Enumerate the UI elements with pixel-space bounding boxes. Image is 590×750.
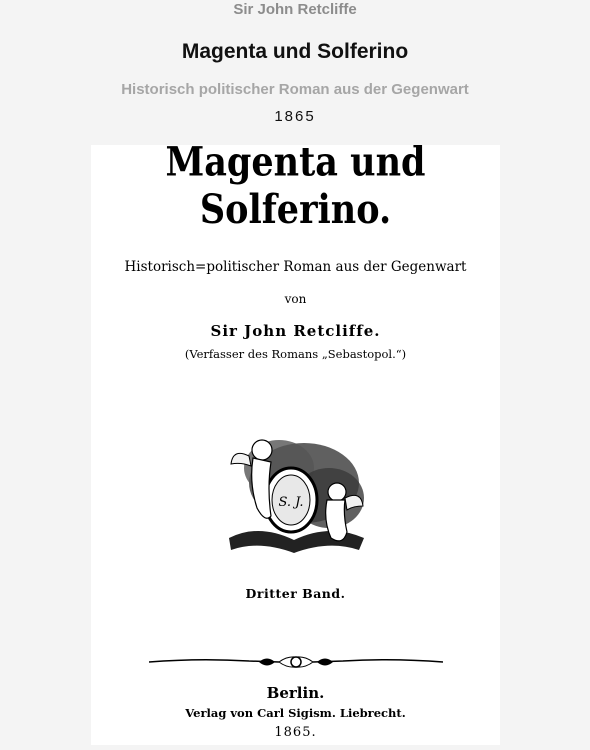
title-page-author: Sir John Retcliffe.: [210, 322, 381, 340]
book-year: 1865: [274, 108, 316, 125]
title-page-publisher: Verlag von Carl Sigism. Liebrecht.: [185, 706, 406, 720]
title-page-year: 1865.: [274, 725, 317, 740]
svg-text:S. J.: S. J.: [278, 495, 304, 510]
title-page-title: Magenta und Solferino.: [165, 145, 426, 234]
title-page-subtitle: Historisch=politischer Roman aus der Gegenwart: [124, 259, 467, 275]
title-page-scan: [91, 145, 500, 745]
book-subtitle: Historisch politischer Roman aus der Gegenwart: [121, 81, 469, 98]
cherub-vignette-icon: [219, 428, 369, 558]
title-page-city: Berlin.: [266, 684, 325, 702]
ornamental-rule-icon: [149, 655, 443, 669]
book-title: Magenta und Solferino: [181, 40, 409, 63]
title-page-by: von: [284, 292, 307, 306]
book-author: Sir John Retcliffe: [233, 1, 357, 18]
title-page-volume: Dritter Band.: [245, 586, 346, 601]
title-page-author-note: (Verfasser des Romans „Sebastopol.“): [184, 347, 407, 361]
